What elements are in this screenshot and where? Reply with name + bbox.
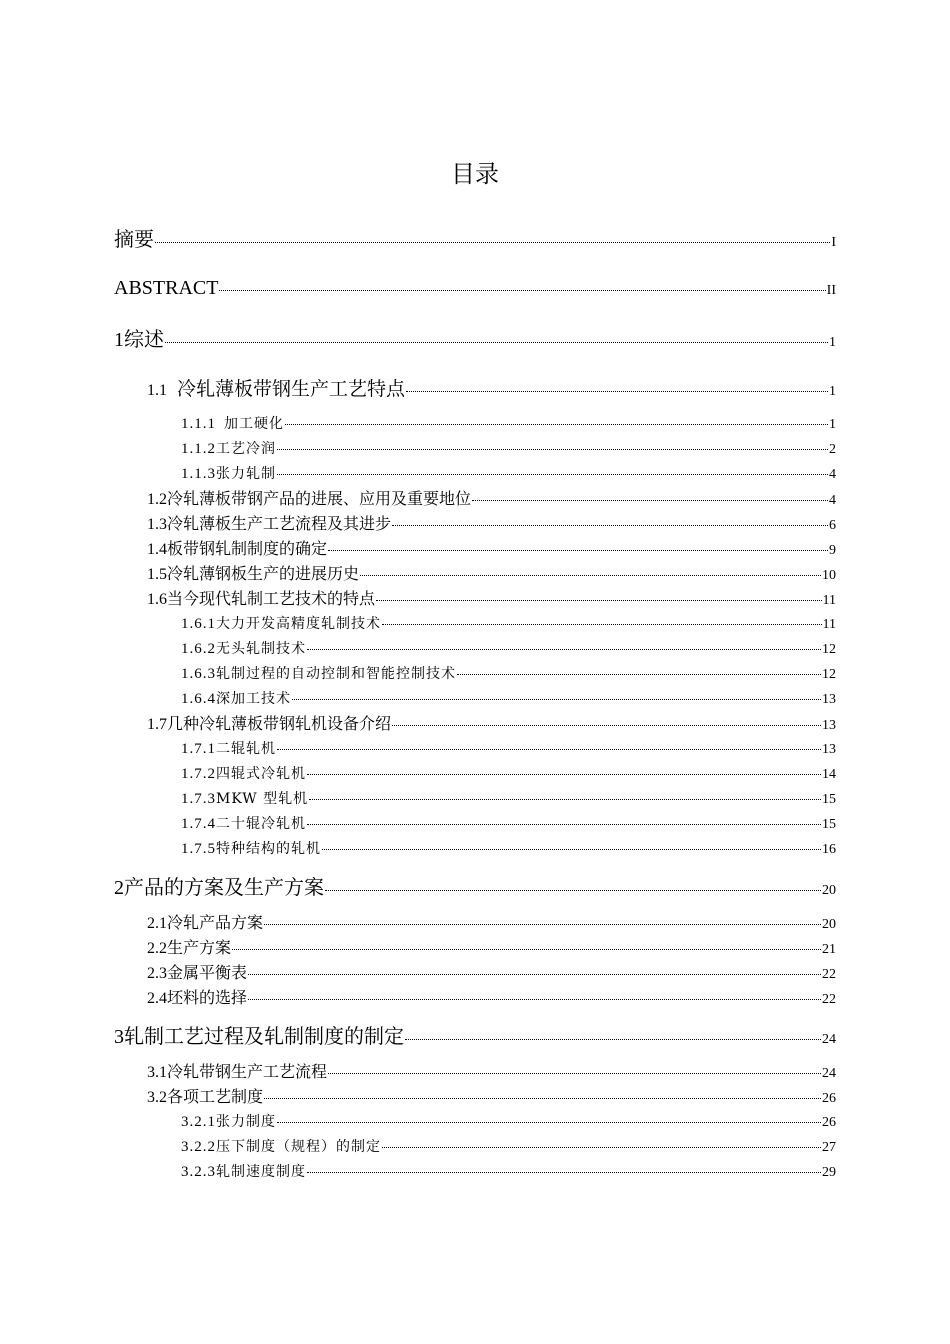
toc-entry-3-2-2[interactable] [181, 1136, 836, 1159]
toc-entry-number: 1.7.2 [181, 766, 216, 782]
toc-entry-1-7-2[interactable] [181, 763, 836, 786]
dot-leader [382, 624, 822, 625]
toc-entry-page: 24 [822, 1032, 836, 1047]
toc-entry-chapter-1[interactable] [114, 326, 836, 356]
toc-entry-number: 1.4 [147, 541, 167, 558]
toc-entry-title: 坯料的选择 [167, 988, 248, 1007]
toc-entry-page: 20 [822, 917, 836, 932]
toc-entry-page: 21 [822, 942, 836, 957]
toc-entry-3-2[interactable] [147, 1086, 836, 1110]
toc-entry-abstract-cn[interactable] [114, 226, 836, 256]
dot-leader [264, 924, 821, 925]
toc-entry-title: 几种冷轧薄板带钢轧机设备介绍 [167, 714, 392, 733]
toc-entry-title: ABSTRACT [114, 277, 219, 299]
toc-entry-page: 11 [822, 593, 836, 608]
dot-leader [307, 649, 821, 650]
dot-leader [382, 1147, 821, 1148]
toc-entry-2-1[interactable] [147, 912, 836, 936]
toc-entry-1-1-1[interactable] [181, 413, 836, 436]
toc-entry-page: 1 [829, 417, 836, 432]
dot-leader [277, 474, 828, 475]
toc-entry-page: 11 [822, 617, 836, 632]
dot-leader [307, 824, 821, 825]
dot-leader [219, 290, 825, 291]
toc-entry-title: 二辊轧机 [216, 741, 276, 757]
toc-entry-title: 轧制过程的自动控制和智能控制技术 [216, 666, 456, 682]
toc-entry-1-6[interactable] [147, 588, 836, 612]
toc-entry-3-2-1[interactable] [181, 1111, 836, 1134]
toc-entry-1-2[interactable] [147, 488, 836, 512]
toc-entry-title: 产品的方案及生产方案 [124, 875, 324, 899]
toc-entry-title: 压下制度（规程）的制定 [216, 1139, 381, 1155]
toc-entry-page: 4 [829, 467, 836, 482]
toc-entry-abstract-en[interactable] [114, 275, 836, 304]
toc-entry-number: 3 [114, 1026, 124, 1048]
toc-entry-page: 20 [822, 883, 836, 898]
toc-entry-page: 12 [822, 667, 836, 682]
toc-entry-title: 张力轧制 [216, 466, 276, 482]
toc-entry-chapter-2[interactable] [114, 874, 836, 904]
toc-entry-page: 4 [829, 493, 836, 508]
toc-entry-1-1[interactable] [147, 378, 836, 403]
toc-entry-2-2[interactable] [147, 937, 836, 961]
toc-entry-number: 1.1.3 [181, 466, 216, 482]
toc-entry-page: 24 [822, 1066, 836, 1081]
dot-leader [232, 949, 821, 950]
toc-entry-number: 1 [114, 329, 124, 351]
toc-entry-page: 16 [822, 842, 836, 857]
toc-entry-page: 6 [829, 518, 836, 533]
toc-entry-1-7[interactable] [147, 713, 836, 737]
dot-leader [277, 749, 821, 750]
toc-entry-page: 22 [822, 967, 836, 982]
toc-entry-1-6-3[interactable] [181, 663, 836, 686]
toc-entry-number: 1.6.1 [181, 616, 216, 632]
toc-entry-1-7-5[interactable] [181, 838, 836, 861]
toc-entry-title: 加工硬化 [224, 416, 284, 432]
toc-entry-number: 1.7.3 [181, 791, 216, 807]
toc-entry-number: 2.2 [147, 940, 167, 957]
toc-entry-2-3[interactable] [147, 962, 836, 986]
toc-entry-title: 冷轧薄板带钢产品的进展、应用及重要地位 [167, 489, 472, 508]
dot-leader [392, 525, 828, 526]
toc-entry-number: 1.6 [147, 591, 167, 608]
toc-entry-title: 综述 [124, 327, 164, 351]
toc-entry-number: 2.3 [147, 965, 167, 982]
toc-entry-number: 2 [114, 877, 124, 899]
dot-leader [165, 342, 828, 343]
toc-entry-number: 3.1 [147, 1064, 167, 1081]
toc-entry-title: 冷轧带钢生产工艺流程 [167, 1062, 328, 1081]
dot-leader [155, 242, 830, 243]
toc-entry-1-3[interactable] [147, 513, 836, 537]
toc-entry-page: 10 [822, 568, 836, 583]
toc-entry-number: 1.6.3 [181, 666, 216, 682]
toc-entry-title: 冷轧薄钢板生产的进展历史 [167, 564, 360, 583]
toc-entry-title: 轧制工艺过程及轧制制度的制定 [124, 1024, 404, 1048]
toc-entry-number: 1.7.1 [181, 741, 216, 757]
dot-leader [472, 500, 828, 501]
toc-entry-1-6-2[interactable] [181, 638, 836, 661]
page-title: 目录 [451, 160, 499, 188]
toc-entry-number: 1.1.2 [181, 441, 216, 457]
dot-leader [328, 1073, 821, 1074]
dot-leader [292, 699, 821, 700]
dot-leader [307, 774, 821, 775]
toc-entry-1-5[interactable] [147, 563, 836, 587]
toc-entry-page: 27 [822, 1140, 836, 1155]
toc-entry-page: 13 [822, 692, 836, 707]
toc-entry-page: 13 [822, 742, 836, 757]
toc-entry-title: 大力开发高精度轧制技术 [216, 616, 381, 632]
dot-leader [309, 799, 821, 800]
toc-entry-page: 1 [829, 335, 836, 350]
toc-entry-page: 2 [829, 442, 836, 457]
toc-entry-number: 1.6.4 [181, 691, 216, 707]
toc-entry-page: 22 [822, 992, 836, 1007]
toc-entry-title: 摘要 [114, 227, 154, 251]
dot-leader [322, 849, 821, 850]
toc-entry-page: 15 [822, 792, 836, 807]
dot-leader [248, 999, 821, 1000]
toc-entry-number: 3.2.3 [181, 1164, 216, 1180]
toc-entry-title: 工艺冷润 [216, 441, 276, 457]
toc-entry-number: 1.6.2 [181, 641, 216, 657]
toc-entry-page: I [831, 235, 836, 250]
toc-entry-title: 冷轧薄板生产工艺流程及其进步 [167, 514, 392, 533]
toc-entry-number: 1.5 [147, 566, 167, 583]
toc-entry-number: 3.2.2 [181, 1139, 216, 1155]
toc-entry-title: 张力制度 [216, 1114, 276, 1130]
dot-leader [307, 1172, 821, 1173]
toc-entry-title: 冷轧薄板带钢生产工艺特点 [177, 378, 406, 400]
dot-leader [248, 974, 821, 975]
toc-entry-title: 深加工技术 [216, 691, 291, 707]
toc-entry-number: 3.2.1 [181, 1114, 216, 1130]
toc-entry-page: 12 [822, 642, 836, 657]
toc-entry-1-6-1[interactable] [181, 613, 836, 636]
toc-entry-number: 1.7.5 [181, 841, 216, 857]
toc-entry-title: 板带钢轧制制度的确定 [167, 539, 328, 558]
toc-entry-title: 特种结构的轧机 [216, 841, 321, 857]
toc-entry-2-4[interactable] [147, 987, 836, 1011]
toc-entry-title: 无头轧制技术 [216, 641, 306, 657]
toc-entry-title: 各项工艺制度 [167, 1087, 264, 1106]
dot-leader [360, 575, 821, 576]
toc-entry-1-7-4[interactable] [181, 813, 836, 836]
dot-leader [376, 600, 822, 601]
dot-leader [277, 1122, 821, 1123]
toc-entry-page: 26 [822, 1091, 836, 1106]
toc-entry-1-4[interactable] [147, 538, 836, 562]
toc-entry-number: 1.3 [147, 516, 167, 533]
toc-entry-3-2-3[interactable] [181, 1161, 836, 1184]
toc-entry-title: 金属平衡表 [167, 963, 248, 982]
toc-entry-page: 14 [822, 767, 836, 782]
toc-entry-1-7-3[interactable] [181, 788, 836, 811]
toc-entry-page: 9 [829, 543, 836, 558]
dot-leader [457, 674, 821, 675]
toc-entry-number: 2.4 [147, 990, 167, 1007]
toc-entry-title: 当今现代轧制工艺技术的特点 [167, 589, 376, 608]
toc-entry-page: 29 [822, 1165, 836, 1180]
toc-entry-number: 3.2 [147, 1089, 167, 1106]
toc-entry-number: 1.1 [147, 382, 167, 399]
toc-entry-title: 轧制速度制度 [216, 1164, 306, 1180]
toc-entry-title: 生产方案 [167, 938, 232, 957]
toc-entry-page: 26 [822, 1115, 836, 1130]
dot-leader [277, 449, 828, 450]
toc-entry-chapter-3[interactable] [114, 1023, 836, 1053]
toc-entry-title: 冷轧产品方案 [167, 913, 264, 932]
dot-leader [264, 1098, 821, 1099]
toc-entry-page: 15 [822, 817, 836, 832]
dot-leader [406, 391, 828, 392]
toc-entry-number: 1.1.1 [181, 416, 216, 432]
toc-entry-title: 二十辊冷轧机 [216, 816, 306, 832]
toc-entry-3-1[interactable] [147, 1061, 836, 1085]
toc-entry-1-6-4[interactable] [181, 688, 836, 711]
toc-entry-1-1-3[interactable] [181, 463, 836, 486]
toc-entry-number: 1.7.4 [181, 816, 216, 832]
toc-entry-page: 13 [822, 718, 836, 733]
dot-leader [392, 725, 821, 726]
toc-entry-page: II [826, 283, 836, 298]
toc-entry-page: 1 [829, 384, 836, 399]
toc-entry-number: 2.1 [147, 915, 167, 932]
dot-leader [285, 424, 828, 425]
toc-entry-title: 四辊式冷轧机 [216, 766, 306, 782]
dot-leader [325, 890, 821, 891]
toc-entry-1-7-1[interactable] [181, 738, 836, 761]
dot-leader [328, 550, 828, 551]
toc-entry-number: 1.7 [147, 716, 167, 733]
toc-entry-title: MKW 型轧机 [216, 791, 309, 807]
dot-leader [405, 1039, 821, 1040]
toc-entry-number: 1.2 [147, 491, 167, 508]
toc-entry-1-1-2[interactable] [181, 438, 836, 461]
